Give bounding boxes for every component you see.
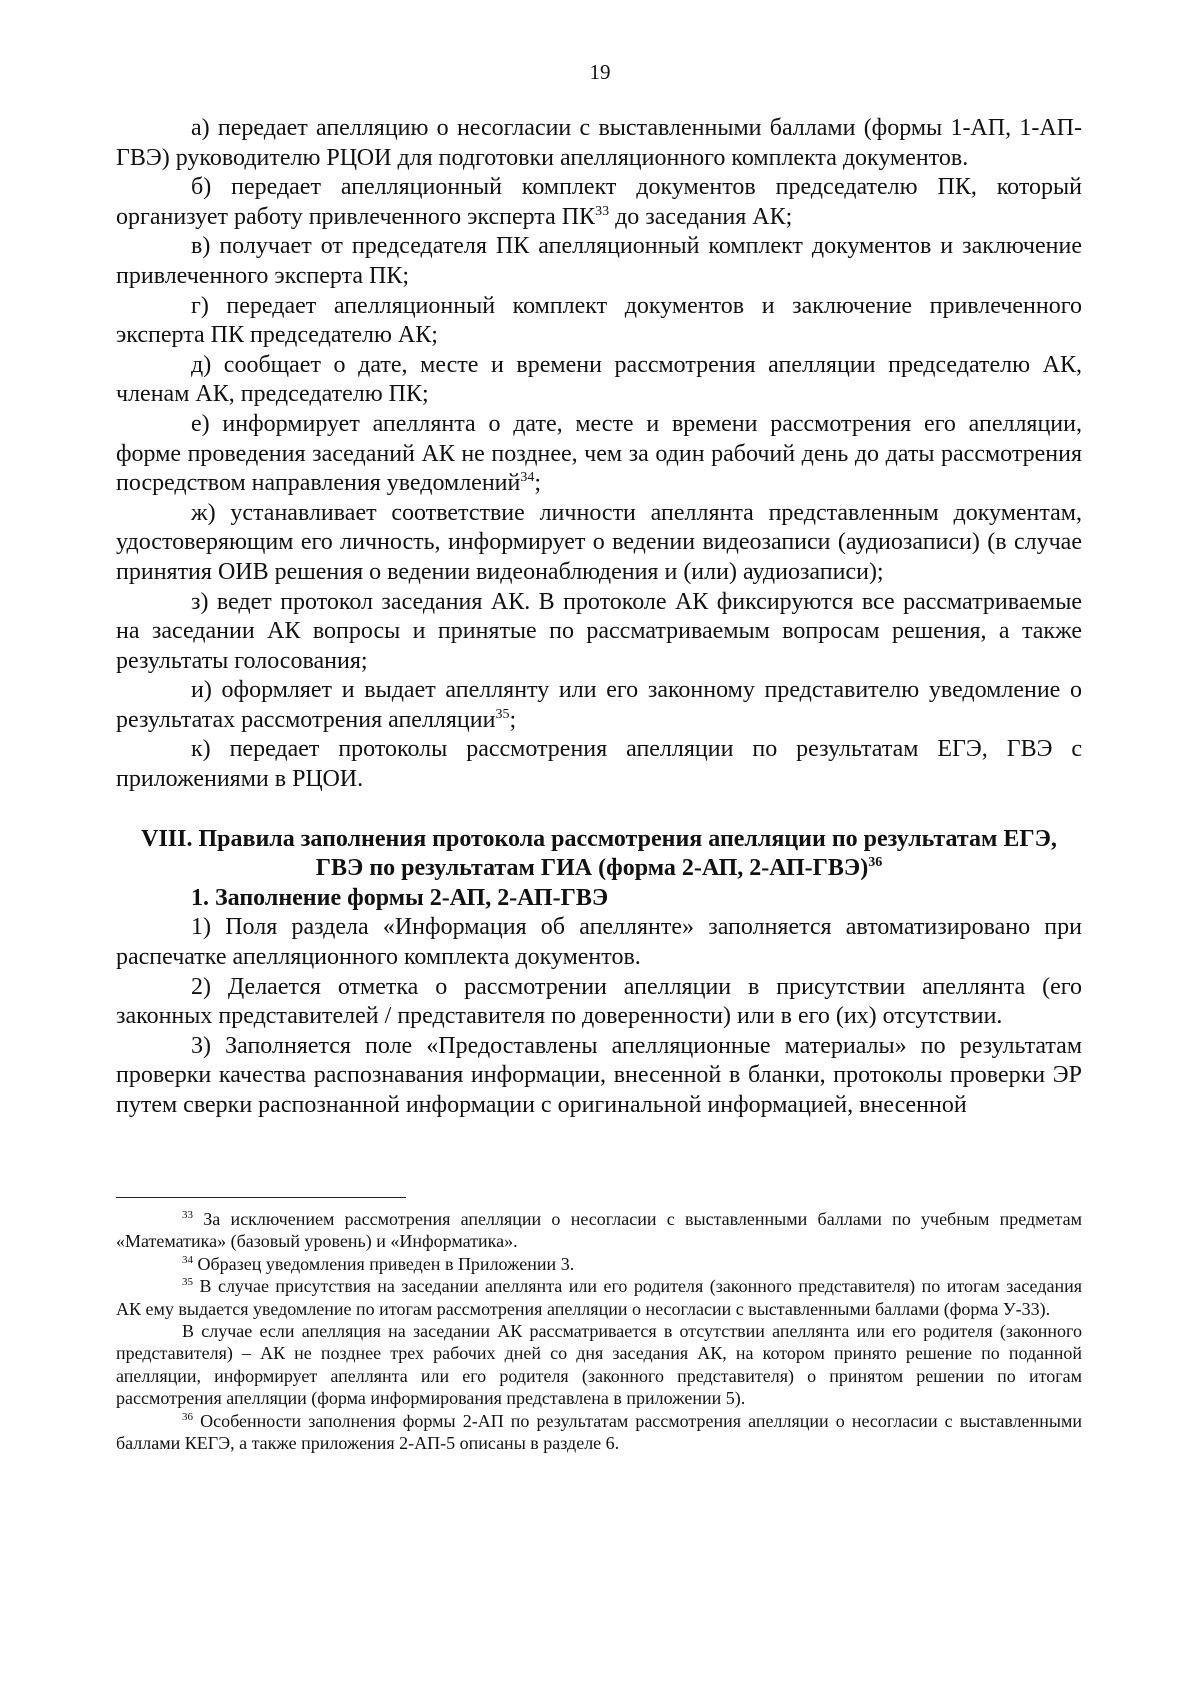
subheading: 1. Заполнение формы 2-АП, 2-АП-ГВЭ xyxy=(191,884,609,911)
footnote-33: $^{33}$ За исключением рассмотрения апелляции о несогласии с выставленными баллами по учебным предметам «Математика» (базовый уровень) и «Информатика». xyxy=(116,1209,1082,1252)
section-heading-line-1: VIII. Правила заполнения протокола рассмотрения апелляции по результатам ЕГЭ, xyxy=(141,825,1057,852)
paragraph-b: б) передает апелляционный комплект документов председателю ПК, который организует работу привлеченного эксперта ПК$^{33}$ до заседания АК; xyxy=(116,174,1082,230)
paragraph-2: 2) Делается отметка о рассмотрении апелляции в присутствии апеллянта (его законных представителей / представителя по доверенности) или в его (их) отсутствии. xyxy=(116,973,1082,1030)
paragraph-g: г) передает апелляционный комплект документов и заключение привлеченного эксперта ПК председателю АК; xyxy=(116,292,1082,349)
section-heading xyxy=(116,825,1082,884)
paragraph-i: и) оформляет и выдает апеллянту или его законному представителю уведомление о результатах рассмотрения апелляции$^{35}$; xyxy=(116,677,1082,733)
footnote-ref: 36 xyxy=(868,855,883,871)
paragraph-3: 3) Заполняется поле «Предоставлены апелляционные материалы» по результатам проверки качества распознавания информации, внесенной в бланки, протоколы проверки ЭР путем сверки распознанной информации с оригинальной информацией, внесенной xyxy=(116,1032,1082,1118)
paragraph-a: а) передает апелляцию о несогласии с выставленными баллами (формы 1-АП, 1-АП-ГВЭ) руководителю РЦОИ для подготовки апелляционного комплекта документов. xyxy=(116,115,1082,171)
footnote-36: $^{36}$ Особенности заполнения формы 2-АП по результатам рассмотрения апелляции о несогласии с выставленными баллами КЕГЭ, а также приложения 2-АП-5 описаны в разделе 6. xyxy=(116,1410,1082,1454)
page-number: 19 xyxy=(589,60,611,84)
paragraph-d: д) сообщает о дате, месте и времени рассмотрения апелляции председателю АК, членам АК, председателю ПК; xyxy=(116,351,1082,408)
footnote-34: $^{34}$ Образец уведомления приведен в Приложении 3. xyxy=(182,1253,575,1274)
footnotes xyxy=(116,1208,1082,1454)
paragraph-e: е) информирует апеллянта о дате, месте и времени рассмотрения его апелляции, форме проведения заседаний АК не позднее, чем за один рабочий день до даты рассмотрения посредством направления уведомлений$^{34}$; xyxy=(116,410,1082,497)
footnote-ref: 34 xyxy=(520,470,535,486)
paragraph-zh: ж) устанавливает соответствие личности апеллянта представленным документам, удостоверяющим его личность, информирует о ведении видеозаписи (аудиозаписи) (в случае принятия ОИВ решения о ведении видеонаблюдения и (или) аудиозаписи); xyxy=(116,499,1082,585)
footnote-35: $^{35}$ В случае присутствия на заседании апеллянта или его родителя (законного представителя) по итогам заседания АК ему выдается уведомление по итогам рассмотрения апелляции о несогласии с выставленными баллами (форма У-33). xyxy=(116,1276,1082,1319)
footnote-ref: 33 xyxy=(595,203,610,219)
paragraph-k: к) передает протоколы рассмотрения апелляции по результатам ЕГЭ, ГВЭ с приложениями в РЦОИ. xyxy=(116,736,1082,793)
footnote-separator xyxy=(116,1197,406,1198)
paragraph-z: з) ведет протокол заседания АК. В протоколе АК фиксируются все рассматриваемые на заседании АК вопросы и принятые по рассматриваемым вопросам решения, а также результаты голосования; xyxy=(116,588,1082,674)
paragraph-1: 1) Поля раздела «Информация об апеллянте» заполняется автоматизировано при распечатке апелляционного комплекта документов. xyxy=(116,914,1082,971)
paragraph-v: в) получает от председателя ПК апелляционный комплект документов и заключение привлеченного эксперта ПК; xyxy=(116,233,1082,289)
footnote-ref: 35 xyxy=(495,706,510,722)
main-text xyxy=(116,114,1082,1121)
section-heading-line-2: ГВЭ по результатам ГИА (форма 2-АП, 2-АП-ГВЭ)$^{36}$ xyxy=(315,855,883,882)
footnote-35-continued: В случае если апелляция на заседании АК рассматривается в отсутствии апеллянта или его родителя (законного представителя) – АК не позднее трех рабочих дней со дня заседания АК, на котором принято решение по поданной апелляции, информирует апеллянта или его родителя (законного представителя) о принятом решении по итогам рассмотрения апелляции (форма информирования представлена в приложении 5). xyxy=(116,1321,1082,1409)
